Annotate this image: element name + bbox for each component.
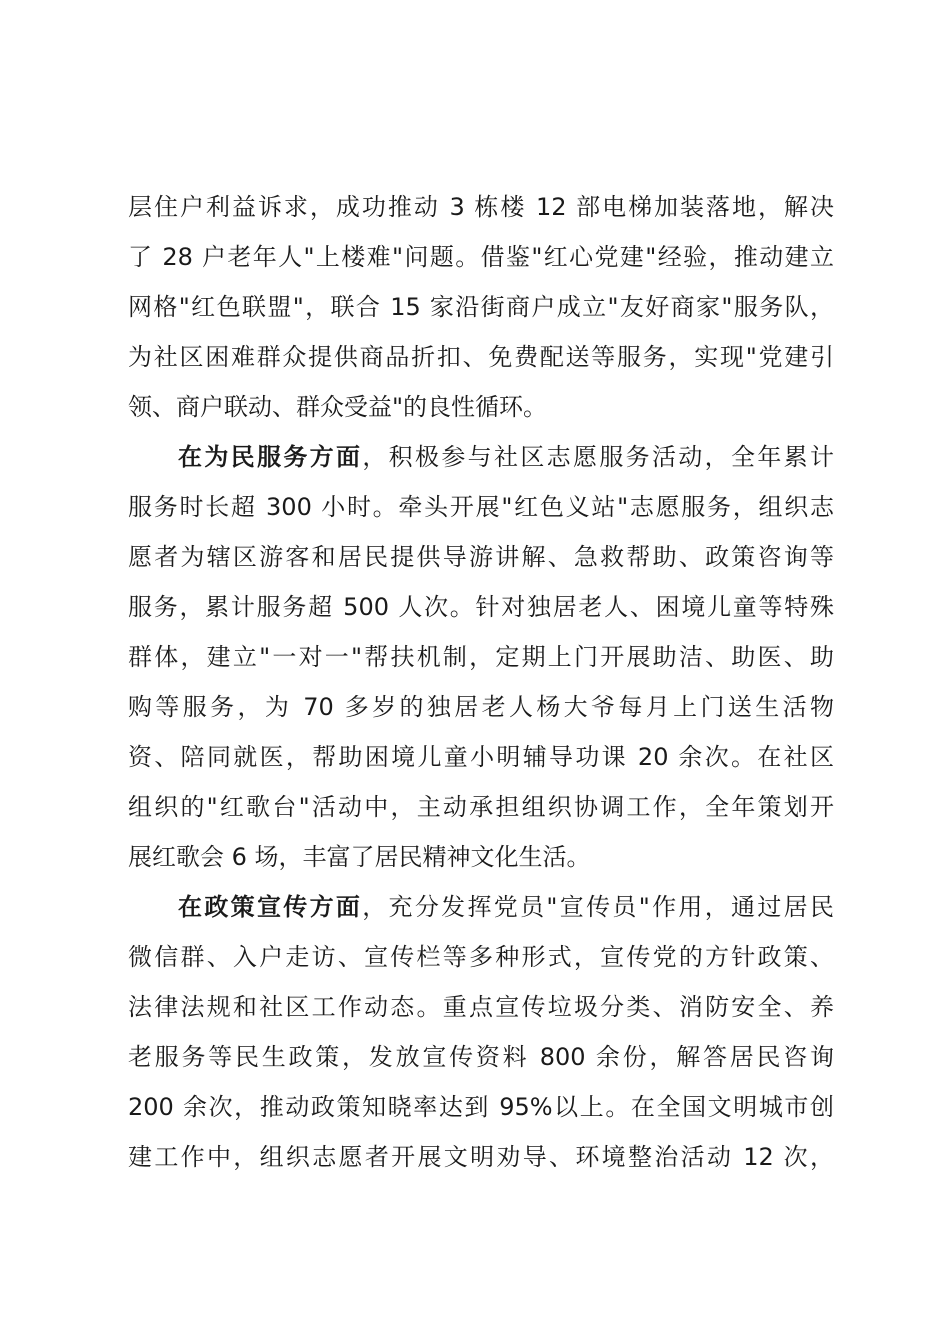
text-line: 层住户利益诉求，成功推动 3 栋楼 12 部电梯加装落地，解决	[128, 193, 834, 221]
text-line: 展红歌会 6 场，丰富了居民精神文化生活。	[128, 843, 591, 871]
paragraph-policy-promotion	[128, 882, 834, 1182]
paragraph-heading: 在政策宣传方面	[178, 893, 363, 921]
text-line: 愿者为辖区游客和居民提供导游讲解、急救帮助、政策咨询等	[128, 543, 834, 571]
text-line: 为社区困难群众提供商品折扣、免费配送等服务，实现"党建引	[128, 343, 834, 371]
text-line: 组织的"红歌台"活动中，主动承担组织协调工作，全年策划开	[128, 793, 834, 821]
text-line: 200 余次，推动政策知晓率达到 95%以上。在全国文明城市创	[128, 1093, 834, 1121]
text-line	[128, 432, 834, 482]
document-page	[128, 182, 834, 1182]
text-line: 网格"红色联盟"，联合 15 家沿街商户成立"友好商家"服务队，	[128, 293, 834, 321]
text-line: 资、陪同就医，帮助困境儿童小明辅导功课 20 余次。在社区	[128, 743, 834, 771]
text-line: 微信群、入户走访、宣传栏等多种形式，宣传党的方针政策、	[128, 943, 834, 971]
paragraph-community-governance	[128, 182, 834, 432]
text-line: 老服务等民生政策，发放宣传资料 800 余份，解答居民咨询	[128, 1043, 834, 1071]
text-line: 购等服务，为 70 多岁的独居老人杨大爷每月上门送生活物	[128, 693, 834, 721]
text-line: 领、商户联动、群众受益"的良性循环。	[128, 393, 548, 421]
text-line: 建工作中，组织志愿者开展文明劝导、环境整治活动 12 次，	[128, 1143, 834, 1171]
text-line: 法律法规和社区工作动态。重点宣传垃圾分类、消防安全、养	[128, 993, 834, 1021]
text-line: 服务，累计服务超 500 人次。针对独居老人、困境儿童等特殊	[128, 593, 834, 621]
paragraph-public-service	[128, 432, 834, 882]
text-line: 服务时长超 300 小时。牵头开展"红色义站"志愿服务，组织志	[128, 493, 834, 521]
text-line	[128, 882, 834, 932]
paragraph-heading: 在为民服务方面	[178, 443, 363, 471]
text-run: ，积极参与社区志愿服务活动，全年累计	[362, 443, 835, 471]
text-run: ，充分发挥党员"宣传员"作用，通过居民	[362, 893, 834, 921]
text-line: 群体，建立"一对一"帮扶机制，定期上门开展助洁、助医、助	[128, 643, 834, 671]
text-line: 了 28 户老年人"上楼难"问题。借鉴"红心党建"经验，推动建立	[128, 243, 834, 271]
